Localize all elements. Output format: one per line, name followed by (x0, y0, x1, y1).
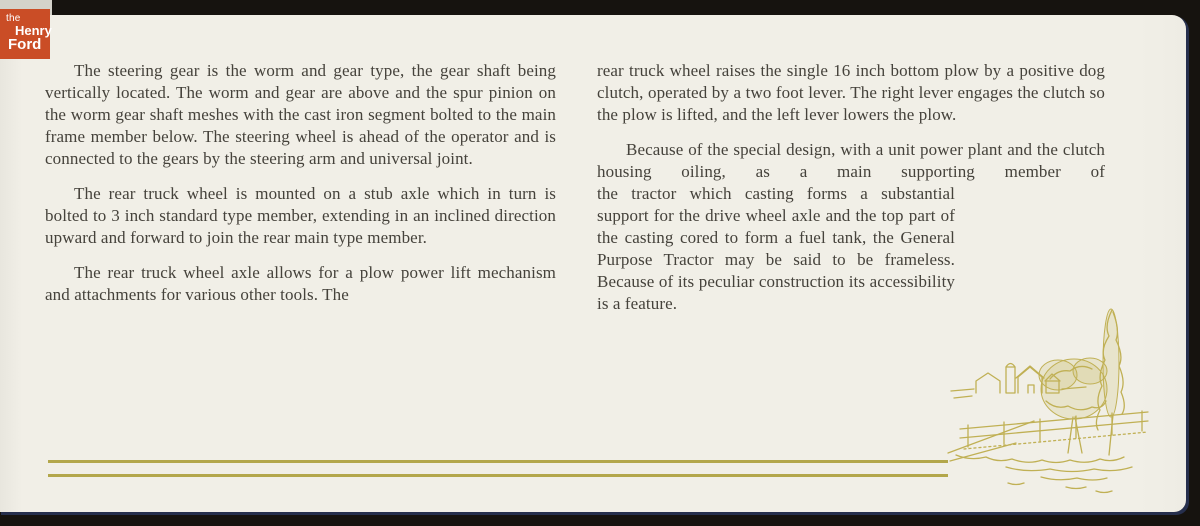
paragraph-special-design-intro: Because of the special design, with a unit power plant and the clutch housing oiling, as a main supporting member of (597, 140, 1105, 181)
paragraph-special-design-wrapped: the tractor which casting forms a substantial support for the drive wheel axle and the top part of the casting cored to form a fuel tank, the General Purpose Tractor may be said to be frameless. Because of its peculiar construction its accessibility is a feature. (597, 184, 955, 313)
right-column (597, 60, 1105, 328)
logo-text-the: the (6, 13, 21, 24)
double-rule (48, 460, 948, 477)
booklet-page (0, 15, 1186, 512)
paragraph-steering-gear: The steering gear is the worm and gear type, the gear shaft being vertically located. The worm and gear are above and the spur pinion on the worm gear shaft meshes with the cast iron segment bolted to the main frame member below. The steering wheel is ahead of the operator and is connected to the gears by the steering arm and universal joint. (45, 61, 556, 168)
paragraph-plow-power-lift: The rear truck wheel axle allows for a plow power lift mechanism and attachments for various other tools. The (45, 263, 556, 304)
henry-ford-logo (0, 9, 50, 59)
logo-text-ford: Ford (8, 36, 42, 53)
paragraph-rear-truck-wheel: The rear truck wheel is mounted on a stub axle which in turn is bolted to 3 inch standard type member, extending in an inclined direction upward and forward to join the rear main type member. (45, 184, 556, 247)
fence-sketch (960, 411, 1148, 449)
left-column (45, 60, 556, 319)
farm-scene-illustration (946, 305, 1162, 503)
logo-text-henry: Henry (15, 23, 52, 38)
paragraph-plow-lift-continuation: rear truck wheel raises the single 16 inch bottom plow by a positive dog clutch, operated by a two foot lever. The right lever engages the clutch so the plow is lifted, and the left lever lowers the plow. (597, 61, 1105, 124)
